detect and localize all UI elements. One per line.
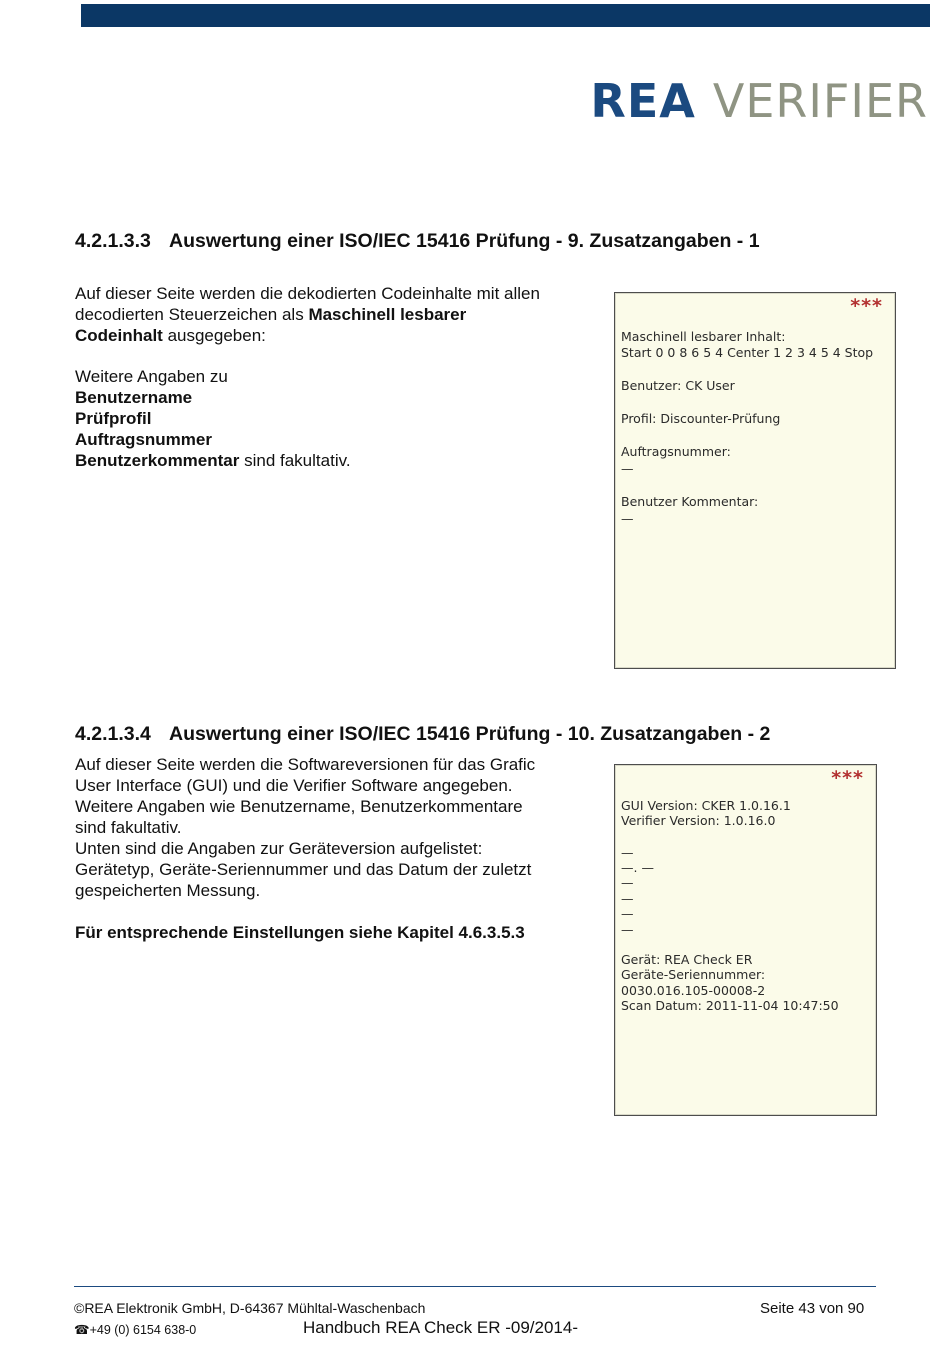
- device-screen-additional-info-2: [614, 764, 877, 1116]
- screen-line: —: [621, 461, 634, 476]
- phone-icon: ☎: [74, 1323, 90, 1337]
- screen-line: Verifier Version: 1.0.16.0: [621, 813, 776, 828]
- screen-line: —: [621, 906, 634, 921]
- screen-line: 0030.016.105-00008-2: [621, 983, 766, 998]
- footer-divider: [74, 1286, 876, 1287]
- page-number: Seite 43 von 90: [760, 1300, 865, 1317]
- section-title: Auswertung einer ISO/IEC 15416 Prüfung - 9. Zusatzangaben - 1: [169, 230, 760, 252]
- status-stars: ***: [850, 295, 883, 317]
- screen-line: —. —: [621, 860, 654, 875]
- manual-title: Handbuch REA Check ER -09/2014-: [303, 1318, 578, 1337]
- screen-line: Auftragsnummer:: [621, 444, 731, 459]
- footer-phone: ☎+49 (0) 6154 638-0: [74, 1323, 197, 1337]
- section-heading-4-2-1-3-3: [75, 230, 760, 253]
- section-title: Auswertung einer ISO/IEC 15416 Prüfung - 10. Zusatzangaben - 2: [169, 723, 771, 745]
- section1-optional-fields-paragraph: Weitere Angaben zu Benutzername Prüfprofil Auftragsnummer Benutzerkommentar sind fakultativ.: [75, 367, 351, 470]
- screen-line: Benutzer Kommentar:: [621, 494, 759, 509]
- screen-line: Gerät: REA Check ER: [621, 952, 753, 967]
- screen-line: —: [621, 845, 634, 860]
- section-heading-4-2-1-3-4: [75, 723, 770, 746]
- section1-intro-paragraph: Auf dieser Seite werden die dekodierten Codeinhalte mit allen decodierten Steuerzeichen als Maschinell lesbarer Codeinhalt ausgegeben:: [75, 284, 540, 345]
- screen-line: Profil: Discounter-Prüfung: [621, 411, 781, 426]
- settings-reference-note: Für entsprechende Einstellungen siehe Kapitel 4.6.3.5.3: [75, 923, 525, 942]
- device-screen-additional-info-1: [614, 292, 896, 669]
- screen-line: —: [621, 511, 634, 526]
- section-number: 4.2.1.3.3: [75, 230, 151, 252]
- screen-line: GUI Version: CKER 1.0.16.1: [621, 798, 791, 813]
- screen-line: Geräte-Seriennummer:: [621, 967, 766, 982]
- footer-company: ©REA Elektronik GmbH, D-64367 Mühltal-Waschenbach: [74, 1300, 426, 1316]
- screen-line: Scan Datum: 2011-11-04 10:47:50: [621, 998, 839, 1013]
- section2-description-paragraph: Auf dieser Seite werden die Softwareversionen für das Grafic User Interface (GUI) und die Verifier Software angegeben. Weitere Angaben wie Benutzername, Benutzerkommentare sind fakultativ. Unten sind die Angaben zur Geräteversion aufgelistet: Gerätetyp, Geräte-Seriennummer und das Datum der zuletzt gespeicherten Messung.: [75, 755, 536, 900]
- header-bar: [81, 4, 930, 27]
- screen-line: —: [621, 922, 634, 937]
- screen-line: Start 0 0 8 6 5 4 Center 1 2 3 4 5 4 Stop: [621, 345, 874, 360]
- section-number: 4.2.1.3.4: [75, 723, 151, 745]
- screen-line: —: [621, 891, 634, 906]
- screen-line: Maschinell lesbarer Inhalt:: [621, 329, 786, 344]
- status-stars: ***: [831, 767, 864, 789]
- screen-line: Benutzer: CK User: [621, 378, 735, 393]
- screen-line: —: [621, 875, 634, 890]
- rea-verifier-logo: REA VERIFIER: [590, 74, 928, 128]
